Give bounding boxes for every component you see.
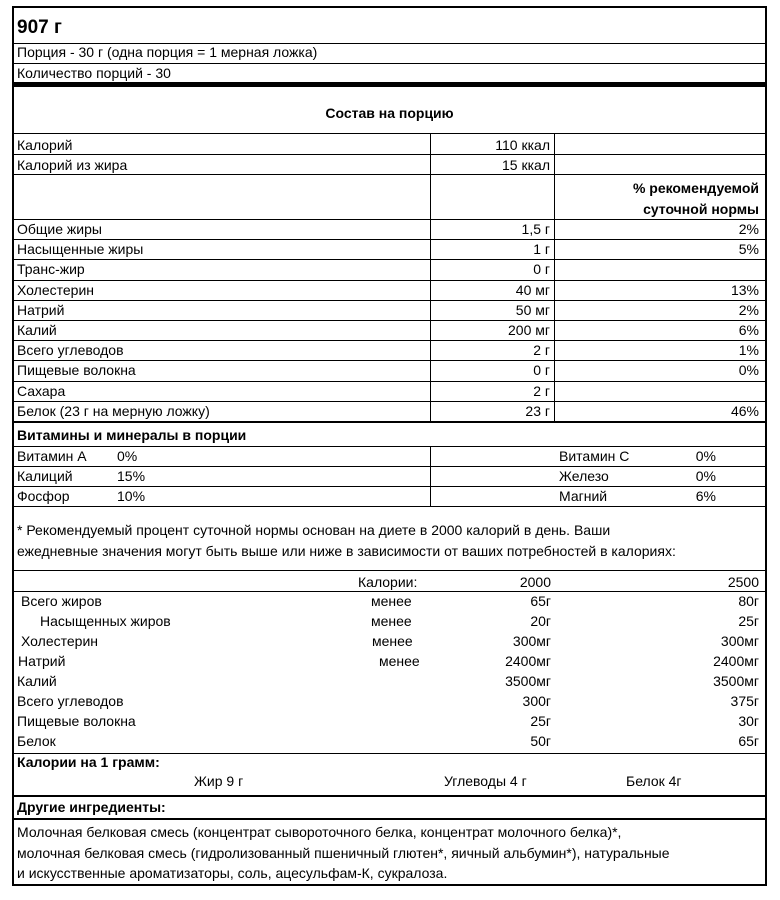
vitamin-left-value: 0% xyxy=(117,448,138,464)
ingredients-title: Другие ингредиенты: xyxy=(17,799,166,815)
nutrient-amount: 40 мг xyxy=(515,281,550,298)
nutrient-amount: 50 мг xyxy=(515,301,550,318)
nutrient-dv: 5% xyxy=(738,241,759,258)
dv-row-2000: 25г xyxy=(530,713,551,729)
net-weight: 907 г xyxy=(17,17,62,38)
column-divider xyxy=(554,133,555,422)
nutrient-amount: 0 г xyxy=(533,362,550,379)
nutrient-name: Насыщенные жиры xyxy=(17,241,144,258)
nutrient-dv: 13% xyxy=(730,281,759,298)
dv-row-name: Насыщенных жиров xyxy=(40,613,171,629)
divider xyxy=(14,154,765,155)
divider xyxy=(14,506,765,507)
divider xyxy=(14,795,765,797)
column-divider xyxy=(430,133,431,422)
calories-label: Калорий xyxy=(17,137,73,153)
dv-row-2000: 20г xyxy=(530,613,551,629)
dv-row-2000: 300г xyxy=(522,693,551,709)
dv-row-2000: 3500мг xyxy=(505,673,551,689)
fat-per-gram: Жир 9 г xyxy=(194,773,244,789)
divider xyxy=(14,133,765,134)
thick-divider xyxy=(14,82,765,87)
nutrient-dv: 6% xyxy=(738,322,759,338)
divider xyxy=(14,381,765,382)
nutrient-name: Пищевые волокна xyxy=(17,362,136,379)
nutrient-name: Всего углеводов xyxy=(17,342,124,359)
calories-value: 110 ккал xyxy=(495,137,550,153)
dv-row-2500: 375г xyxy=(730,693,759,709)
nutrient-dv: 46% xyxy=(730,402,759,419)
nutrient-amount: 23 г xyxy=(525,402,550,419)
dv-row-2500: 2400мг xyxy=(713,653,759,669)
dv-row-qualifier: менее xyxy=(372,633,413,649)
vitamin-right-value: 6% xyxy=(695,488,716,504)
vitamin-left-value: 10% xyxy=(117,488,146,504)
footnote-line1: * Рекомендуемый процент суточной нормы основан на диете в 2000 калорий в день. Ваши xyxy=(17,522,611,538)
dv-row-2500: 65г xyxy=(738,733,759,749)
nutrient-amount: 0 г xyxy=(533,261,550,278)
dv-row-2500: 25г xyxy=(738,613,759,629)
dv-row-name: Холестерин xyxy=(21,633,98,649)
dv-header-line1: % рекомендуемой xyxy=(632,180,759,196)
divider xyxy=(14,174,765,175)
dv-row-2500: 80г xyxy=(738,593,759,609)
dv-row-name: Белок xyxy=(17,733,56,749)
footnote-line2: ежедневные значения могут быть выше или ниже в зависимости от ваших потребностей в калориях: xyxy=(17,543,676,559)
servings-per-container: Количество порций - 30 xyxy=(17,65,171,81)
vitamin-left-name: Фосфор xyxy=(17,488,70,504)
fat-calories-label: Калорий из жира xyxy=(17,157,128,173)
carbs-per-gram: Углеводы 4 г xyxy=(444,773,527,789)
dv-row-2000: 50г xyxy=(530,733,551,749)
vitamin-left-name: Витамин А xyxy=(17,448,87,464)
dv-row-name: Калий xyxy=(17,673,57,689)
dv-row-name: Натрий xyxy=(18,653,66,669)
nutrient-name: Общие жиры xyxy=(17,221,102,237)
nutrient-amount: 2 г xyxy=(533,382,550,399)
dv-row-2500: 3500мг xyxy=(713,673,759,689)
vitamin-left-value: 15% xyxy=(117,468,146,484)
dv-row-2000: 300мг xyxy=(512,633,551,649)
divider xyxy=(14,259,765,260)
dv-row-name: Всего углеводов xyxy=(17,693,124,709)
dv-col-2500: 2500 xyxy=(727,574,759,590)
nutrient-amount: 2 г xyxy=(533,342,550,359)
divider xyxy=(14,570,765,571)
nutrient-dv: 2% xyxy=(738,221,759,237)
dv-row-2000: 2400мг xyxy=(505,653,551,669)
composition-title: Состав на порцию xyxy=(325,105,454,121)
vitamin-right-value: 0% xyxy=(695,468,716,484)
ingredients-line2: молочная белковая смесь (гидролизованный пшеничный глютен*, яичный альбумин*), натуральные xyxy=(17,845,670,861)
nutrient-dv: 2% xyxy=(738,301,759,318)
ingredients-line1: Молочная белковая смесь (концентрат сывороточного белка, концентрат молочного белка)*, xyxy=(17,824,622,840)
nutrient-name: Калий xyxy=(17,322,57,338)
dv-row-qualifier: менее xyxy=(379,653,420,669)
nutrient-name: Холестерин xyxy=(17,281,94,298)
nutrient-name: Сахара xyxy=(17,382,66,399)
vitamins-title: Витамины и минералы в порции xyxy=(17,427,247,443)
fat-calories-value: 15 ккал xyxy=(502,157,550,173)
ingredients-line3: и искусственные ароматизаторы, соль, ацесульфам-К, сукралоза. xyxy=(17,865,448,881)
vitamin-right-name: Витамин С xyxy=(559,448,630,464)
vitamin-right-value: 0% xyxy=(695,448,716,464)
dv-calories-label: Калории: xyxy=(358,574,418,590)
protein-per-gram: Белок 4г xyxy=(626,773,682,789)
dv-row-qualifier: менее xyxy=(371,593,412,609)
calories-per-gram-title: Калории на 1 грамм: xyxy=(17,754,160,770)
nutrient-dv: 0% xyxy=(738,362,759,379)
dv-header-line2: суточной нормы xyxy=(643,201,759,217)
nutrition-facts-label xyxy=(12,6,767,886)
divider xyxy=(14,818,765,820)
serving-size: Порция - 30 г (одна порция = 1 мерная ложка) xyxy=(17,44,318,60)
dv-row-qualifier: менее xyxy=(371,613,412,629)
nutrient-dv: 1% xyxy=(738,342,759,359)
dv-row-2000: 65г xyxy=(530,593,551,609)
dv-col-2000: 2000 xyxy=(519,574,551,590)
nutrient-amount: 1,5 г xyxy=(521,221,550,237)
dv-row-name: Пищевые волокна xyxy=(17,713,136,729)
dv-row-2500: 300мг xyxy=(720,633,759,649)
dv-row-2500: 30г xyxy=(738,713,759,729)
column-divider xyxy=(430,446,431,506)
vitamin-right-name: Магний xyxy=(559,488,608,504)
dv-row-name: Всего жиров xyxy=(21,593,102,609)
nutrient-name: Натрий xyxy=(17,301,65,318)
nutrient-name: Белок (23 г на мерную ложку) xyxy=(17,402,210,419)
divider xyxy=(14,421,765,423)
vitamin-left-name: Калиций xyxy=(17,468,73,484)
nutrient-amount: 200 мг xyxy=(508,322,550,338)
nutrient-amount: 1 г xyxy=(533,241,550,258)
vitamin-right-name: Железо xyxy=(559,468,609,484)
nutrient-name: Транс-жир xyxy=(17,261,85,278)
